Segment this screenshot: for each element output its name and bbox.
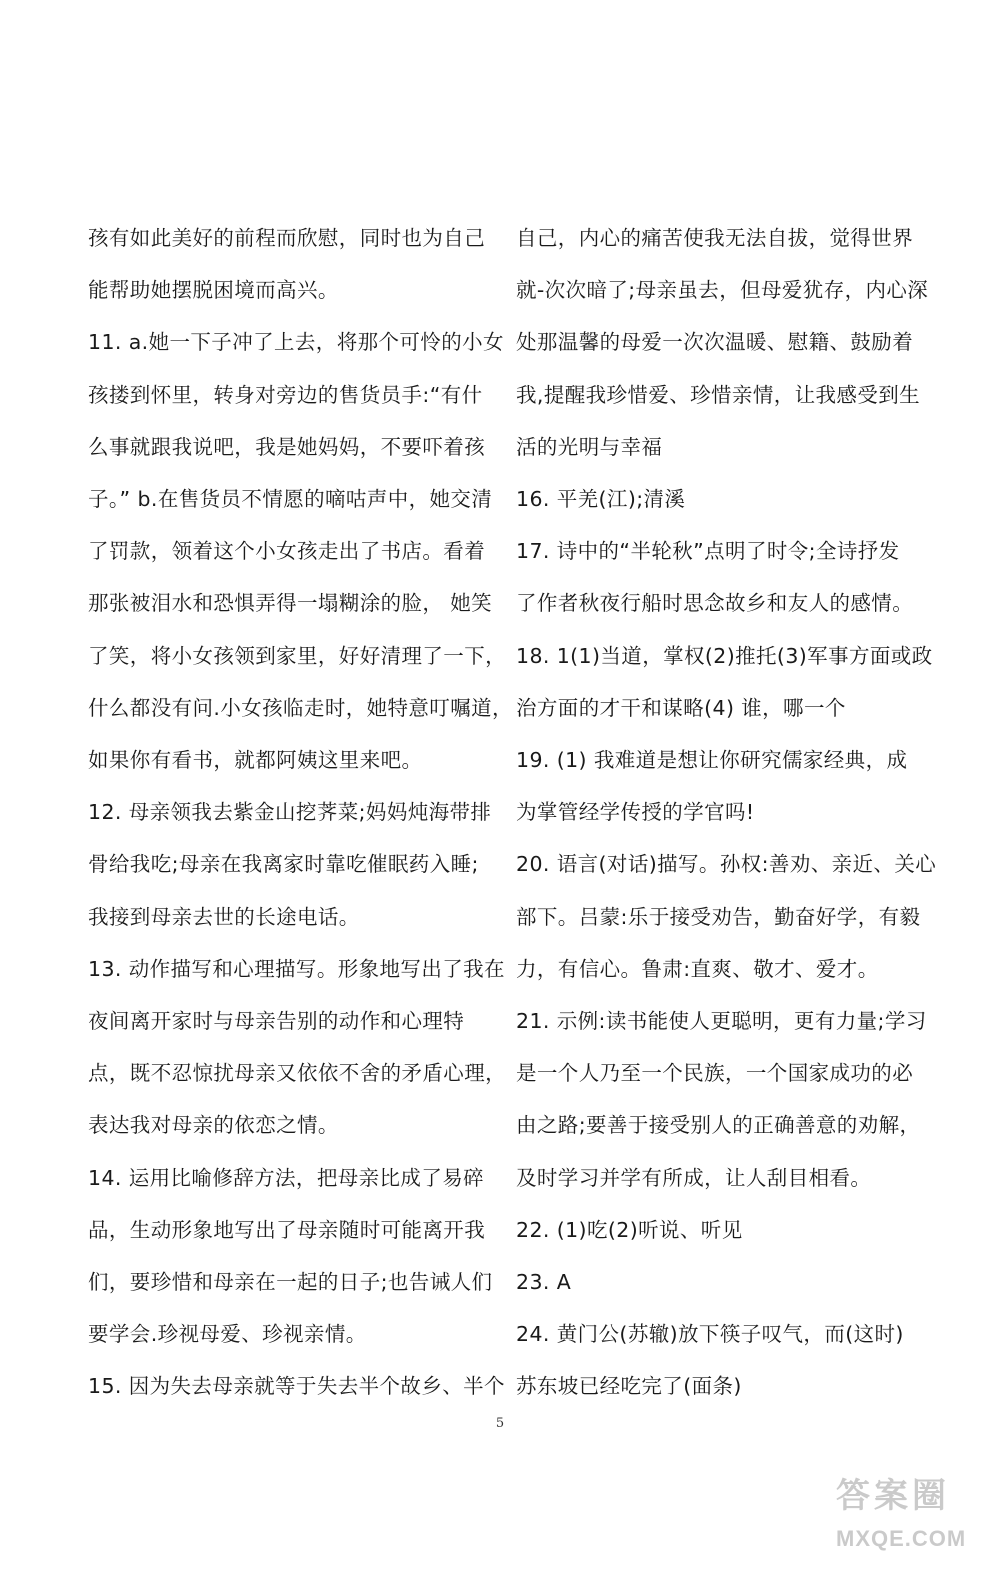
left-column (88, 212, 513, 1413)
text-line: 是一个人乃至一个民族，一个国家成功的必 (516, 1061, 914, 1086)
text-line: 我,提醒我珍惜爱、珍惜亲情，让我感受到生 (516, 382, 921, 407)
text-line: 14. 运用比喻修辞方法，把母亲比成了易碎 (88, 1165, 485, 1190)
text-line: 20. 语言(对话)描写。孙权:善劝、亲近、关心 (516, 852, 937, 877)
text-line: 治方面的才干和谋略(4) 谁，哪一个 (516, 695, 846, 720)
text-line: 部下。吕蒙:乐于接受劝告，勤奋好学，有毅 (516, 904, 921, 929)
text-line: 17. 诗中的“半轮秋”点明了时令;全诗抒发 (516, 539, 900, 564)
text-line: 12. 母亲领我去紫金山挖荠菜;妈妈炖海带排 (88, 800, 492, 825)
text-line: 19. (1) 我难道是想让你研究儒家经典，成 (516, 748, 908, 773)
text-line: 力，有信心。鲁肃:直爽、敬才、爱才。 (516, 956, 879, 981)
text-line: 自己，内心的痛苦使我无法自拔，觉得世界 (516, 226, 914, 250)
text-line: 们，要珍惜和母亲在一起的日子;也告诫人们 (88, 1270, 493, 1295)
text-line: 我接到母亲去世的长途电话。 (88, 904, 360, 929)
text-line: 为掌管经学传授的学官吗! (516, 800, 755, 825)
text-line: 孩搂到怀里，转身对旁边的售货员手:“有什 (88, 382, 483, 407)
text-line: 能帮助她摆脱困境而高兴。 (88, 278, 339, 303)
text-line: 什么都没有问.小女孩临走时，她特意叮嘱道， (88, 695, 513, 720)
text-line: 了作者秋夜行船时思念故乡和友人的感情。 (516, 591, 914, 616)
text-line: 24. 黄门公(苏辙)放下筷子叹气，而(这时) (516, 1322, 904, 1347)
text-line: 18. 1(1)当道，掌权(2)推托(3)军事方面或政 (516, 643, 933, 668)
text-line: 夜间离开家时与母亲告别的动作和心理特 (88, 1009, 465, 1034)
text-line: 13. 动作描写和心理描写。形象地写出了我在 (88, 956, 505, 981)
text-line: 11. a.她一下子冲了上去，将那个可怜的小女 (88, 330, 504, 355)
text-line: 21. 示例:读书能使人更聪明，更有力量;学习 (516, 1009, 927, 1034)
page-number: 5 (495, 1416, 505, 1431)
text-line: 由之路;要善于接受别人的正确善意的劝解， (516, 1113, 921, 1138)
text-line: 苏东坡已经吃完了(面条) (516, 1374, 742, 1399)
text-line: 孩有如此美好的前程而欣慰，同时也为自己 (88, 226, 486, 250)
text-line: 骨给我吃;母亲在我离家时靠吃催眠药入睡; (88, 852, 479, 877)
text-line: 要学会.珍视母爱、珍视亲情。 (88, 1322, 367, 1347)
text-line: 处那温馨的母爱一次次温暖、慰籍、鼓励着 (516, 330, 914, 355)
text-line: 品，生动形象地写出了母亲随时可能离开我 (88, 1217, 486, 1242)
text-line: 如果你有看书，就都阿姨这里来吧。 (88, 748, 423, 773)
watermark-logo (836, 1468, 986, 1560)
text-line: 了罚款，领着这个小女孩走出了书店。看着 (88, 539, 486, 564)
text-line: 15. 因为失去母亲就等于失去半个故乡、半个 (88, 1374, 505, 1399)
text-line: 么事就跟我说吧，我是她妈妈，不要吓着孩 (88, 434, 486, 459)
text-line: 表达我对母亲的依恋之情。 (88, 1113, 339, 1138)
text-line: 22. (1)吃(2)听说、听见 (516, 1217, 743, 1242)
text-line: 及时学习并学有所成，让人刮目相看。 (516, 1165, 872, 1190)
text-line: 活的光明与幸福 (516, 434, 663, 459)
watermark-title: 答案圈 (836, 1476, 950, 1516)
text-line: 16. 平羌(江);清溪 (516, 487, 686, 512)
text-line: 23. A (516, 1270, 572, 1295)
text-line: 点，既不忍惊扰母亲又依依不舍的矛盾心理， (88, 1061, 506, 1086)
text-line: 子。” b.在售货员不情愿的嘀咕声中，她交清 (88, 487, 493, 512)
text-line: 就-次次暗了;母亲虽去，但母爱犹存，内心深 (516, 278, 929, 303)
text-line: 了笑，将小女孩领到家里，好好清理了一下， (88, 643, 506, 668)
text-line: 那张被泪水和恐惧弄得一塌糊涂的脸， 她笑 (88, 591, 493, 616)
right-column (516, 212, 937, 1413)
watermark-url: MXQE.COM (836, 1526, 967, 1551)
